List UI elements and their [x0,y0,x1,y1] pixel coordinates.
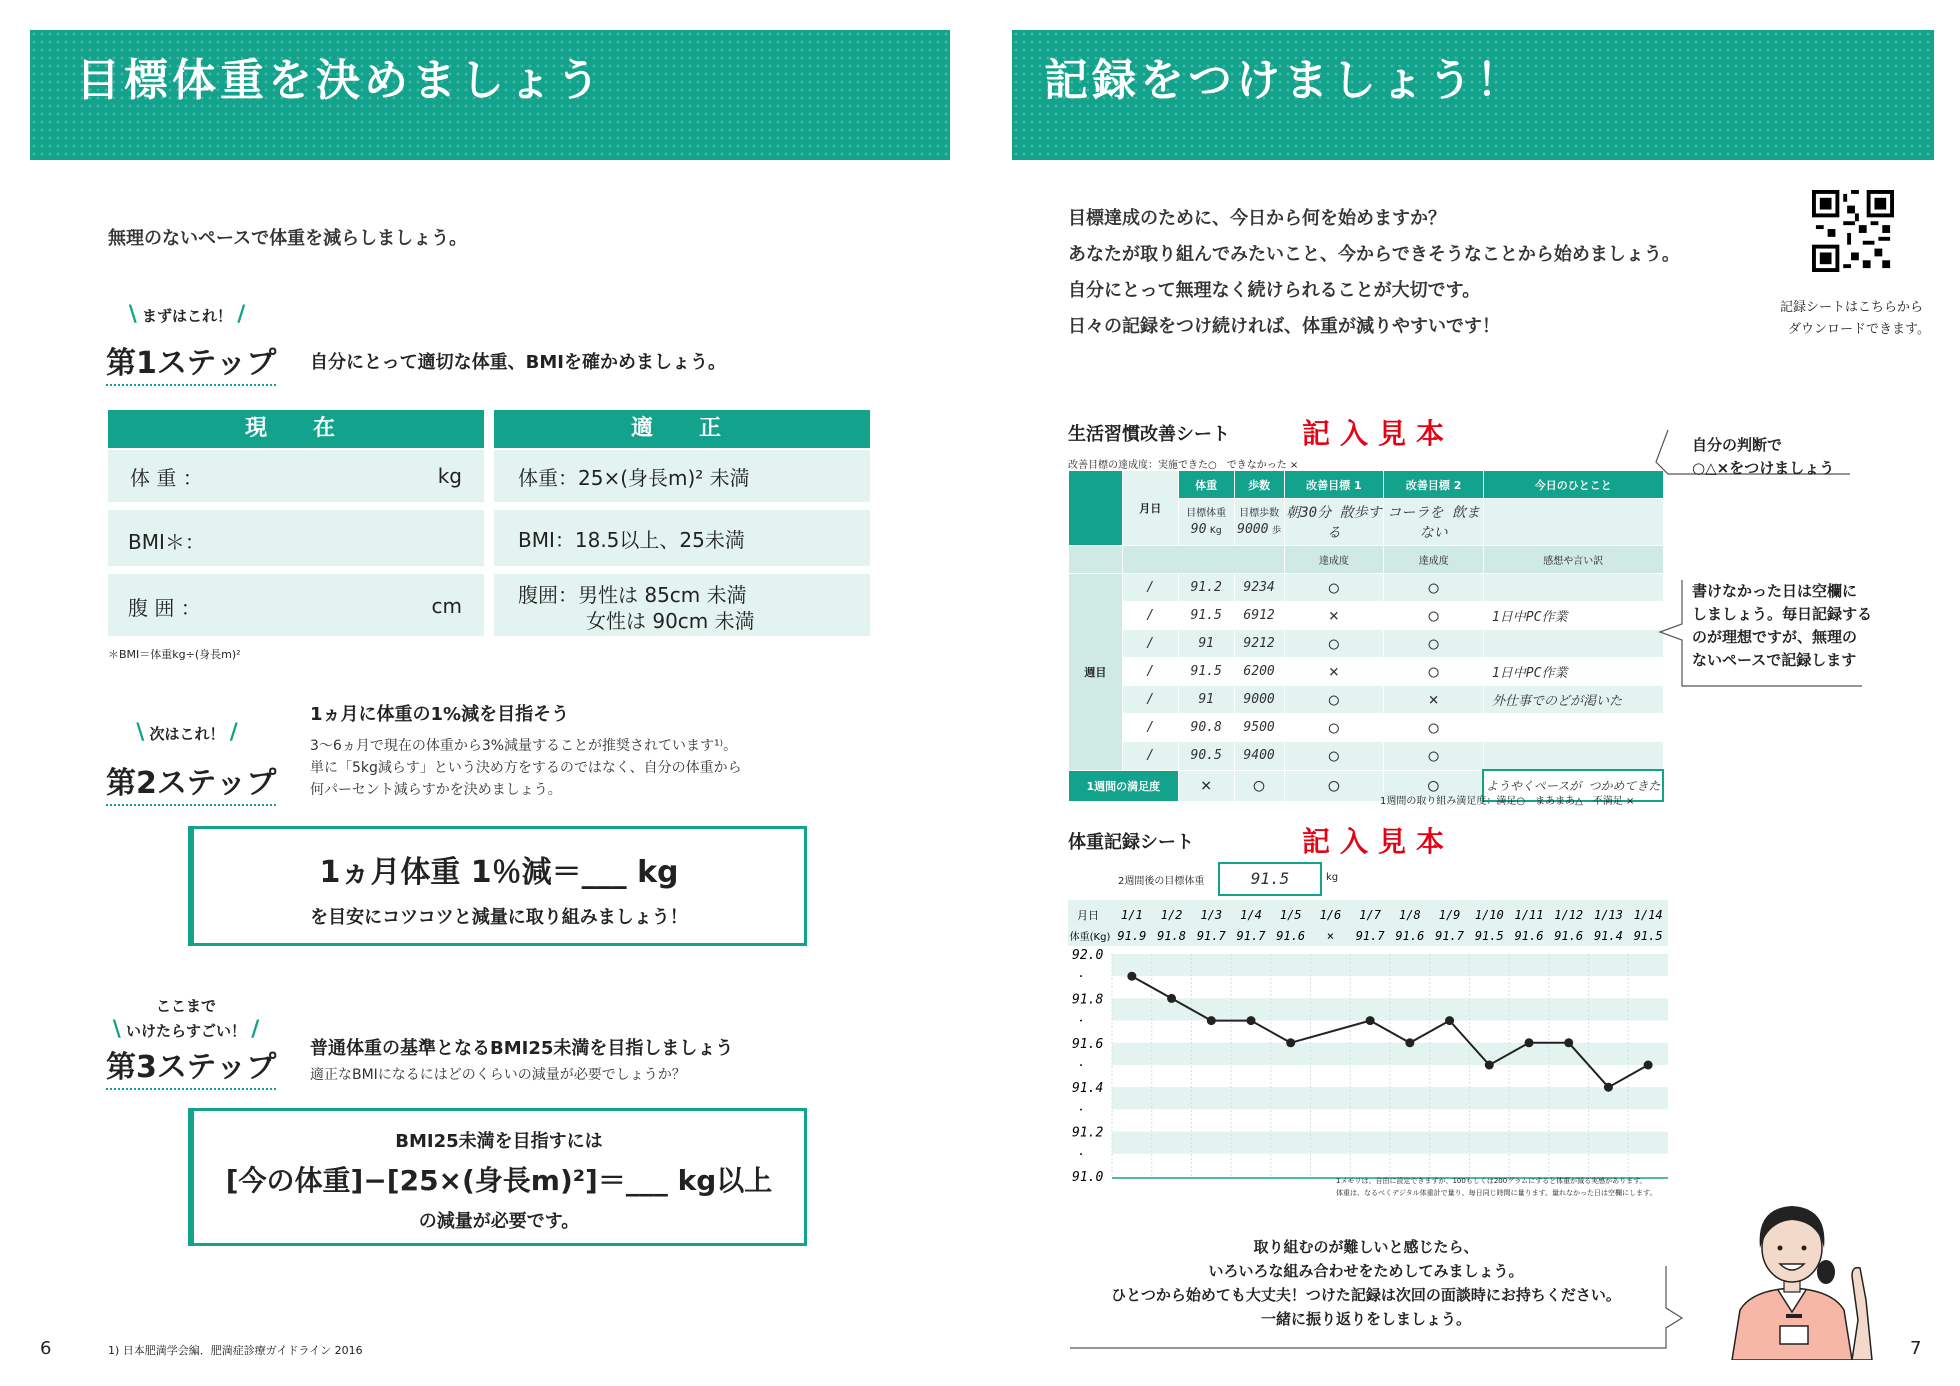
sheet2-title: 体重記録シート [1068,832,1194,853]
qr-caption-2: ダウンロードできます。 [1788,322,1930,337]
step3-label: 第3ステップ [106,1042,276,1090]
col-current-header: 現 在 [108,410,484,448]
satisfaction-goal2: ○ [1384,770,1484,801]
satisfaction-goal1: ○ [1284,770,1384,801]
satisfaction-legend: 1週間の取り組み満足度：満足○ まあまあ△ 不満足 × [1380,796,1635,807]
weight-data-label: 91.4 [1593,929,1623,943]
subheader-achieve-2: 達成度 [1384,546,1484,574]
goal-steps-label: 目標歩数 [1239,507,1280,519]
row-goal1: ○ [1284,574,1384,602]
row-note [1483,742,1663,771]
current-weight-cell [108,450,484,502]
proper-weight-cell [494,450,870,502]
row-goal2: ○ [1384,658,1484,686]
grid-band [1112,954,1668,976]
grid-band [1112,1109,1668,1131]
reference: 1) 日本肥満学会編．肥満症診療ガイドライン 2016 [108,1344,363,1357]
x-tick-label: 1/13 [1593,908,1623,922]
header-comment: 今日のひとこと [1483,471,1663,499]
y-tick-label: 92.0 [1072,948,1104,963]
weight-data-label: 91.9 [1117,929,1147,943]
grid-band [1112,998,1668,1020]
callout2-line3: のが理想ですが、無理の [1692,628,1858,646]
step2-text3: 何パーセント減らすかを決めましょう。 [310,782,562,798]
row-date: / [1122,714,1178,742]
y-minor-tick: ・ [1076,1016,1086,1028]
row-weight: 91 [1178,686,1234,714]
satisfaction-steps: ○ [1234,770,1284,801]
satisfaction-label: 1週間の満足度 [1069,770,1179,801]
goal-weight-value: 90 [1190,521,1207,537]
goal-weight-unit: Kg [1209,525,1222,536]
row-date: / [1122,574,1178,602]
y-tick-label: 91.0 [1072,1170,1104,1185]
bmi-label: BMI＊： [128,530,205,554]
x-tick-label: 1/9 [1438,908,1461,922]
row-steps: 6200 [1234,658,1284,686]
closing-line2: いろいろな組み合わせをためしてみましょう。 [1208,1262,1524,1280]
sheet1-sample-label: 記入見本 [1302,417,1455,450]
x-tick-label: 1/2 [1160,908,1183,922]
row-steps: 9000 [1234,686,1284,714]
x-tick-label: 1/1 [1121,908,1143,922]
chart-footnote-2: 体重は、なるべくデジタル体重計で量り、毎日同じ時間に量ります。量れなかった日は空欄にします。 [1336,1189,1657,1197]
subheader-achieve-1: 達成度 [1284,546,1384,574]
habit-row [1069,630,1664,658]
callout1-line1: 自分の判断で [1692,436,1783,454]
step3-heading: 普通体重の基準となるBMI25未満を目指しましょう [310,1038,734,1059]
sheet1-legend: 改善目標の達成度：実施できた○ できなかった × [1068,460,1299,471]
row-weight: 90.8 [1178,714,1234,742]
qr-caption-1: 記録シートはこちらから [1780,300,1924,315]
x-tick-label: 1/10 [1474,908,1504,922]
row-goal2: ○ [1384,630,1484,658]
row-weight: 90.5 [1178,742,1234,771]
col-proper-header: 適 正 [494,410,870,448]
right-intro-3: 自分にとって無理なく続けられることが大切です。 [1068,280,1481,301]
y-minor-tick: ・ [1076,1105,1086,1117]
satisfaction-weight: × [1178,770,1234,801]
step3-box [188,1108,807,1246]
habit-row [1069,714,1664,742]
step3-sub: 適正なBMIになるにはどのくらいの減量が必要でしょうか？ [310,1067,686,1083]
callout1-line2: ○△×をつけましょう [1692,459,1835,477]
closing-line4: 一緒に振り返りをしましょう。 [1260,1310,1471,1328]
step2-tag: \ 次はこれ！ / [136,720,238,745]
row-steps: 9234 [1234,574,1284,602]
weight-data-label: 91.6 [1395,929,1425,943]
habit-row [1069,658,1664,686]
left-intro: 無理のないペースで体重を減らしましょう。 [108,228,468,249]
weight-point [1604,1083,1613,1092]
weight-point [1485,1061,1494,1070]
row-goal1: ○ [1284,630,1384,658]
proper-waist-line2: 女性は 90cm 未満 [586,609,755,633]
step3-tag: ここまで \ いけたらすごい！ / [96,994,276,1043]
step3-box-line3: の減量が必要です。 [418,1211,580,1232]
bmi-footnote: ＊BMI＝体重kg÷(身長m)² [108,648,241,661]
x-tick-label: 1/14 [1633,908,1663,922]
step2-box-formula: 1ヵ月体重 1％減＝___ kg [319,855,679,890]
callout2-line4: ないペースで記録します [1692,651,1857,669]
callout2-line1: 書けなかった日は空欄に [1692,582,1858,600]
header-steps: 歩数 [1234,471,1284,499]
step1-tag: \ まずはこれ！ / [128,302,246,327]
week-label: 週目 [1069,574,1123,771]
weight-point [1286,1038,1295,1047]
target-weight-label: 2週間後の目標体重 [1118,876,1205,887]
weight-data-label: 91.7 [1236,929,1266,943]
closing-bracket [1066,1262,1686,1354]
closing-line3: ひとつから始めても大丈夫！つけた記録は次回の面談時にお持ちください。 [1111,1286,1621,1304]
sheet2-sample-label: 記入見本 [1302,825,1455,858]
weight-point [1366,1016,1375,1025]
nurse-illustration [1712,1190,1882,1360]
row-goal1: ○ [1284,714,1384,742]
weight-data-label: 91.5 [1633,929,1663,943]
weight-point [1525,1038,1534,1047]
proper-bmi-cell [494,510,870,566]
target-weight-value: 91.5 [1218,862,1322,896]
current-bmi-cell [108,510,484,566]
row-weight: 91.5 [1178,658,1234,686]
subheader-blank-2 [1122,546,1284,574]
row-note: 外仕事でのどが渇いた [1483,686,1663,714]
y-tick-label: 91.8 [1072,992,1104,1008]
proper-bmi-text: BMI：18.5以上、25未満 [518,528,745,552]
goal-steps-value: 9000 [1237,521,1269,537]
weight-point [1564,1038,1573,1047]
step1-label: 第1ステップ [106,338,276,386]
proper-weight-text: 体重：25×(身長m)² 未満 [518,466,750,490]
sheet1-title: 生活習慣改善シート [1068,424,1230,445]
row-steps: 9212 [1234,630,1284,658]
goal-comment-cell [1483,499,1663,546]
subheader-blank [1069,546,1123,574]
weight-point [1167,994,1176,1003]
step2-text2: 単に「5kg減らす」という決め方をするのではなく、自分の体重から [310,760,742,776]
weight-point [1247,1016,1256,1025]
row-note: 1日中PC作業 [1483,602,1663,630]
step3-tag-line1: ここまで [155,997,216,1015]
weight-data-label: 91.7 [1435,929,1465,943]
weight-data-label: 91.6 [1276,929,1306,943]
x-tick-label: 1/4 [1240,908,1262,922]
row-goal1: × [1284,658,1384,686]
right-page-title: 記録をつけましょう！ [1044,55,1524,106]
right-page-number: 7 [1910,1338,1922,1359]
habit-row [1069,602,1664,630]
row-steps: 9400 [1234,742,1284,771]
row-label-weight: 体重(Kg) [1069,932,1111,943]
row-weight: 91.5 [1178,602,1234,630]
waist-label: 腹 囲 ： [128,596,201,620]
x-tick-label: 1/8 [1399,908,1421,922]
y-tick-label: 91.4 [1072,1081,1104,1097]
weight-data-label: 91.7 [1196,929,1226,943]
row-note [1483,574,1663,602]
row-goal2: ○ [1384,574,1484,602]
habit-row [1069,742,1664,771]
row-date: / [1122,602,1178,630]
step3-box-line1: BMI25未満を目指すには [395,1131,603,1152]
x-tick-label: 1/6 [1319,908,1342,922]
goal-steps-cell [1234,499,1284,546]
proper-waist-cell [494,574,870,636]
weight-data-label: 91.8 [1157,929,1187,943]
row-date: / [1122,630,1178,658]
weight-data-label: 91.5 [1474,929,1504,943]
row-steps: 6912 [1234,602,1284,630]
y-tick-label: 91.2 [1072,1125,1104,1141]
current-waist-cell [108,574,484,636]
weight-point [1445,1016,1454,1025]
weight-point [1644,1061,1653,1070]
right-intro-1: 目標達成のために、今日から何を始めますか？ [1068,208,1446,229]
right-intro-4: 日々の記録をつけ続ければ、体重が減りやすいです！ [1068,316,1500,337]
step2-heading: 1ヵ月に体重の1%減を目指そう [310,704,570,725]
weight-point [1207,1016,1216,1025]
header-goal1: 改善目標 1 [1284,471,1384,499]
weight-point [1405,1038,1414,1047]
row-steps: 9500 [1234,714,1284,742]
weight-data-label: 91.7 [1355,929,1385,943]
weight-data-label: 91.6 [1554,929,1584,943]
goal-steps-unit: 歩 [1271,525,1281,536]
callout2-line2: しましょう。毎日記録する [1692,605,1873,623]
chart-footnote-1: 1メモリは、自由に設定できますが、100もしくは200グラムにすると体重が減る実感があります。 [1336,1177,1647,1185]
row-weight: 91 [1178,630,1234,658]
row-goal2: ○ [1384,742,1484,771]
header-goal2: 改善目標 2 [1384,471,1484,499]
x-tick-label: 1/11 [1514,908,1544,922]
goal-weight-cell [1178,499,1234,546]
weight-label: 体 重 ： [130,466,203,490]
header-date: 月日 [1122,471,1178,546]
step2-label: 第2ステップ [106,758,276,806]
row-goal2: ○ [1384,602,1484,630]
subheader-remarks: 感想や言い訳 [1483,546,1663,574]
grid-band [1112,1154,1668,1176]
y-minor-tick: ・ [1076,1061,1086,1072]
row-goal1: ○ [1284,742,1384,771]
row-goal1: ○ [1284,686,1384,714]
row-date: / [1122,686,1178,714]
qr-code[interactable] [1812,190,1894,272]
satisfaction-note: ようやくペースが つかめてきた [1483,770,1663,801]
closing-line1: 取り組むのが難しいと感じたら、 [1253,1238,1479,1256]
row-note [1483,714,1663,742]
row-goal1: × [1284,602,1384,630]
header-weight: 体重 [1178,471,1234,499]
row-date: / [1122,742,1178,771]
step2-box [188,826,807,946]
y-minor-tick: ・ [1076,1149,1086,1161]
x-tick-label: 1/5 [1279,908,1302,922]
step3-tag-line2: いけたらすごい！ [125,1022,246,1040]
row-note: 1日中PC作業 [1483,658,1663,686]
left-page-number: 6 [40,1338,52,1359]
step1-desc: 自分にとって適切な体重、BMIを確かめましょう。 [310,352,726,373]
right-intro-2: あなたが取り組んでみたいこと、今からできそうなことから始めましょう。 [1068,244,1680,265]
step3-box-formula: [今の体重]−[25×(身長m)²]＝___ kg以上 [225,1164,773,1197]
waist-unit: cm [431,594,462,618]
weight-data-label: 91.6 [1514,929,1544,943]
goal1-text: 朝30分 散歩する [1284,499,1384,546]
weight-unit: kg [437,464,462,488]
row-goal2: × [1384,686,1484,714]
weight-chart [1068,900,1668,1196]
proper-waist-line1: 腹囲：男性は 85cm 未満 [518,583,747,607]
y-minor-tick: ・ [1076,972,1086,984]
habit-row [1069,686,1664,714]
row-note [1483,630,1663,658]
weight-data-label: × [1326,929,1335,943]
row-label-date: 月日 [1077,909,1099,922]
habit-sheet-table [1068,470,1664,802]
row-date: / [1122,658,1178,686]
step2-box-text: を目安にコツコツと減量に取り組みましょう！ [310,907,688,928]
weight-point [1127,972,1136,981]
goal2-text: コーラを 飲まない [1384,499,1484,546]
target-weight-unit: kg [1326,872,1339,883]
left-page-title: 目標体重を決めましょう [76,55,604,106]
habit-row [1069,574,1664,602]
corner-cell [1069,471,1123,546]
goal-weight-label: 目標体重 [1186,507,1227,519]
x-tick-label: 1/12 [1554,908,1584,922]
step2-text1: 3～6ヵ月で現在の体重から3%減量することが推奨されています¹⁾。 [310,738,738,754]
row-weight: 91.2 [1178,574,1234,602]
x-tick-label: 1/3 [1200,908,1223,922]
x-tick-label: 1/7 [1359,908,1381,922]
row-goal2: ○ [1384,714,1484,742]
y-tick-label: 91.6 [1072,1036,1104,1052]
